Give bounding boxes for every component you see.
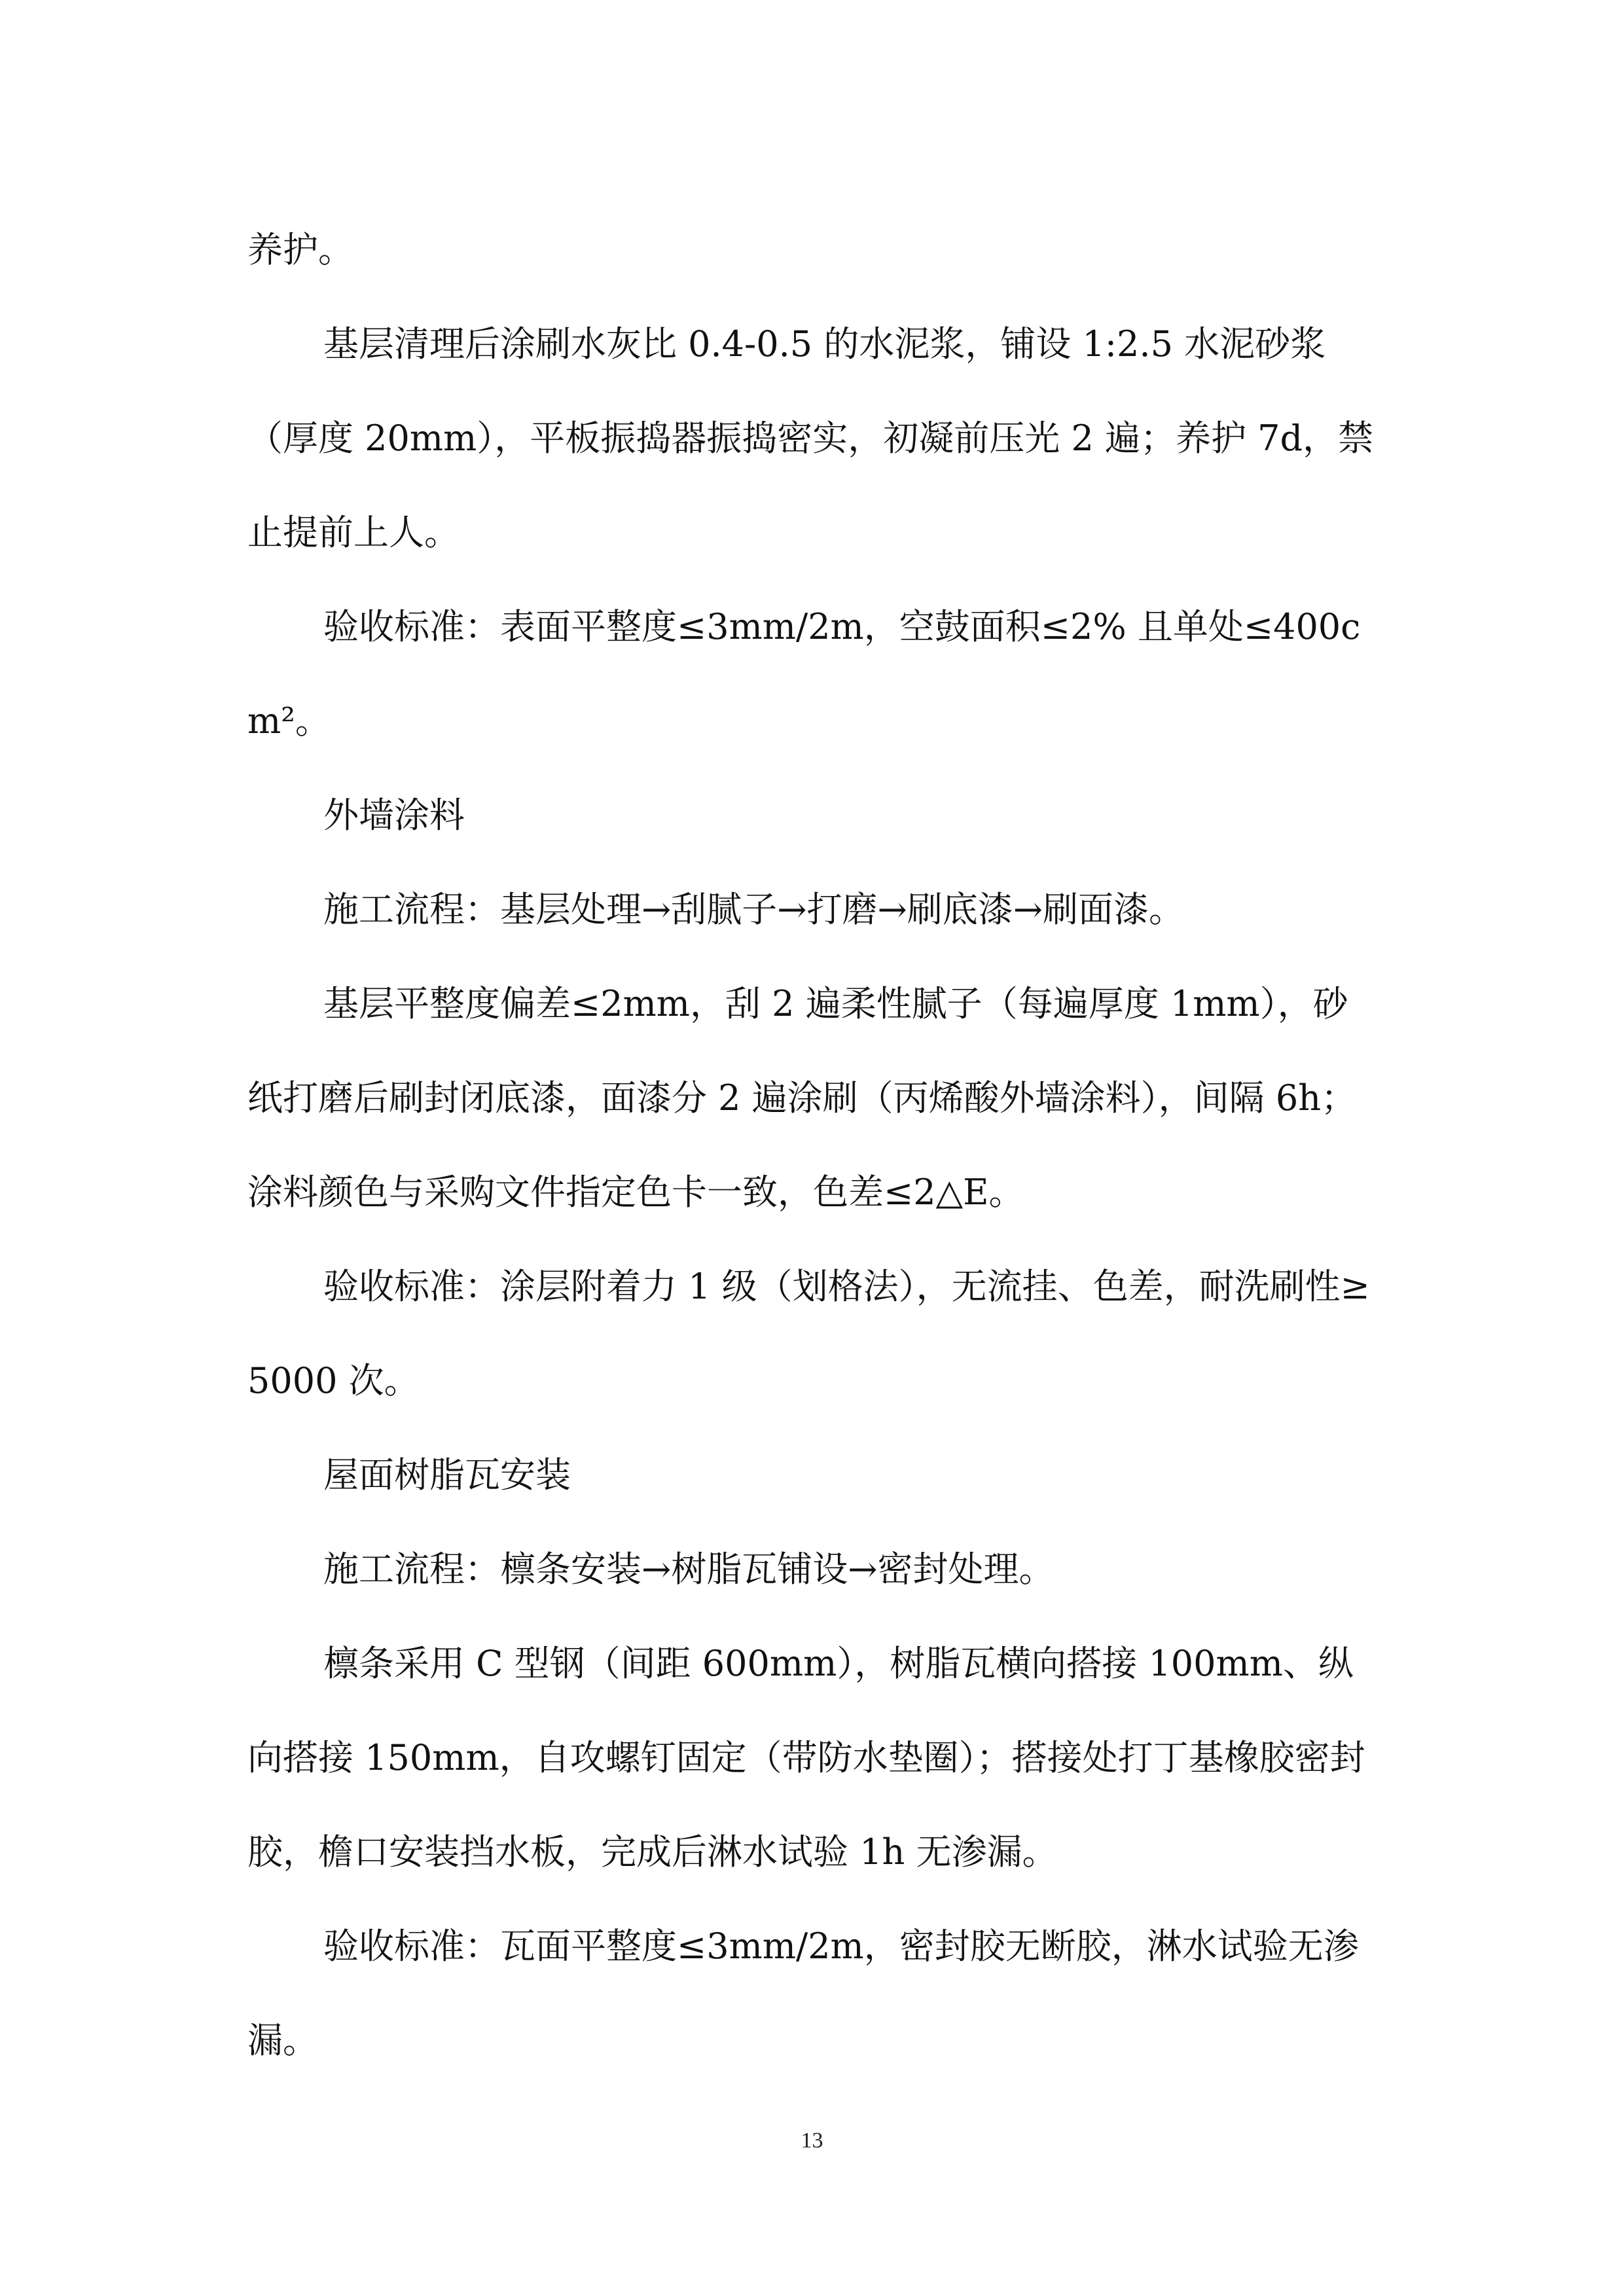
paragraph: 验收标准：瓦面平整度≤3mm/2m，密封胶无断胶，淋水试验无渗漏。 xyxy=(247,1926,1359,2061)
section-heading-roof-tile: 屋面树脂瓦安装 xyxy=(323,1454,571,1496)
body-text xyxy=(247,203,1377,2088)
paragraph: 养护。 xyxy=(247,229,353,270)
paragraph: 施工流程：檩条安装→树脂瓦铺设→密封处理。 xyxy=(323,1549,1055,1590)
page-number: 13 xyxy=(801,2128,823,2153)
paragraph: 基层清理后涂刷水灰比 0.4-0.5 的水泥浆，铺设 1:2.5 水泥砂浆（厚度 20mm），平板振捣器振捣密实，初凝前压光 2 遍；养护 7d，禁止提前上人。 xyxy=(247,323,1374,553)
paragraph: 施工流程：基层处理→刮腻子→打磨→刷底漆→刷面漆。 xyxy=(323,889,1184,930)
paragraph: 验收标准：涂层附着力 1 级（划格法），无流挂、色差，耐洗刷性≥5000 次。 xyxy=(247,1266,1370,1401)
paragraph: 檩条采用 C 型钢（间距 600mm），树脂瓦横向搭接 100mm、纵向搭接 150mm，自攻螺钉固定（带防水垫圈）；搭接处打丁基橡胶密封胶，檐口安装挡水板，完成后淋水试验 1h 无渗漏。 xyxy=(247,1643,1365,1873)
paragraph: 验收标准：表面平整度≤3mm/2m，空鼓面积≤2% 且单处≤400cm²。 xyxy=(247,606,1361,742)
section-heading-exterior-paint: 外墙涂料 xyxy=(323,795,465,836)
paragraph: 基层平整度偏差≤2mm，刮 2 遍柔性腻子（每遍厚度 1mm），砂纸打磨后刷封闭底漆，面漆分 2 遍涂刷（丙烯酸外墙涂料），间隔 6h；涂料颜色与采购文件指定色卡一致，色差≤2△E。 xyxy=(247,983,1356,1213)
